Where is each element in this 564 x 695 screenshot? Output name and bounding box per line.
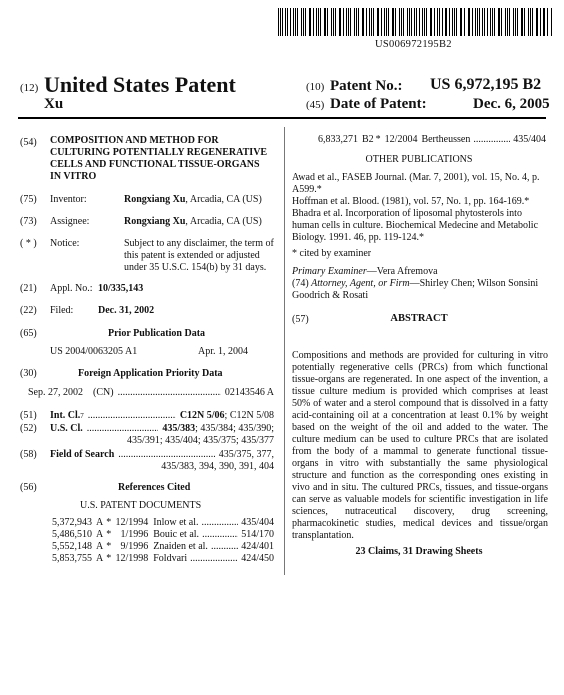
us-cl-rest: ; 435/384; 435/390; bbox=[195, 423, 274, 434]
ref-number: 5,486,510 bbox=[52, 529, 92, 540]
ref-class: 435/404 bbox=[241, 517, 274, 528]
attorney-label: Attorney, Agent, or Firm bbox=[311, 278, 410, 289]
leader-dots bbox=[88, 410, 176, 422]
code-56: (56) bbox=[20, 482, 37, 493]
ref-date: 12/1994 bbox=[115, 517, 149, 528]
int-cl-label: Int. Cl. bbox=[50, 410, 81, 421]
claims-and-sheets: 23 Claims, 31 Drawing Sheets bbox=[355, 546, 483, 557]
barcode-bar bbox=[343, 8, 344, 36]
code-75: (75) bbox=[20, 194, 37, 205]
barcode-bar bbox=[363, 8, 364, 36]
ref-star: * bbox=[375, 134, 381, 145]
references-list bbox=[38, 517, 274, 565]
reference-item bbox=[38, 517, 274, 529]
int-cl-edition: 7 bbox=[80, 412, 84, 420]
barcode-bar bbox=[439, 8, 440, 36]
ref-kind: A bbox=[96, 529, 104, 540]
ref-name: Bouic et al. bbox=[153, 529, 200, 540]
barcode-bar bbox=[530, 8, 531, 36]
us-cl-main: 435/383 bbox=[162, 423, 196, 434]
prior-publication-title: Prior Publication Data bbox=[108, 328, 206, 339]
ref-name: Bertheussen bbox=[421, 134, 471, 145]
ref-class: 435/404 bbox=[513, 134, 546, 145]
foreign-priority-title: Foreign Application Priority Data bbox=[78, 368, 223, 379]
barcode-bar bbox=[437, 8, 438, 36]
ref-number: 6,833,271 bbox=[318, 134, 358, 145]
ref-kind: B2 bbox=[362, 134, 374, 145]
barcode-bar bbox=[475, 8, 476, 36]
barcode bbox=[278, 8, 552, 36]
assignee-name: Rongxiang Xu bbox=[124, 216, 186, 227]
abstract-title: ABSTRACT bbox=[390, 313, 448, 324]
code-10: (10) bbox=[306, 81, 325, 93]
ref-number: 5,552,148 bbox=[52, 541, 92, 552]
ref-class: 424/401 bbox=[241, 541, 274, 552]
barcode-bar bbox=[327, 8, 328, 36]
ref-class: 514/170 bbox=[241, 529, 274, 540]
filed-date: Dec. 31, 2002 bbox=[98, 305, 155, 316]
ref-name: Inlow et al. bbox=[153, 517, 199, 528]
ref-class: 424/450 bbox=[241, 553, 274, 564]
barcode-bar bbox=[301, 8, 302, 36]
barcode-bar bbox=[484, 8, 485, 36]
barcode-bar bbox=[424, 8, 425, 36]
barcode-bar bbox=[454, 8, 455, 36]
barcode-bar bbox=[501, 8, 502, 36]
field-of-search-line1: 435/375, 377, bbox=[218, 449, 274, 460]
leader-dots bbox=[202, 529, 238, 541]
barcode-bar bbox=[515, 8, 516, 36]
barcode-bar bbox=[492, 8, 493, 36]
notice-text: Subject to any disclaimer, the term of this patent is extended or adjusted under 35 U.S.C. 154(b) by 31 days. bbox=[124, 238, 274, 273]
attorney-names: —Shirley Chen; Wilson Sonsini Goodrich & Rosati bbox=[292, 278, 539, 301]
leader-dots bbox=[87, 423, 159, 435]
barcode-bar bbox=[297, 8, 298, 36]
barcode-bar bbox=[395, 8, 396, 36]
reference-item bbox=[38, 529, 274, 541]
barcode-bar bbox=[356, 8, 357, 36]
foreign-priority-number: 02143546 A bbox=[224, 387, 274, 398]
inventor-name: Rongxiang Xu bbox=[124, 194, 186, 205]
ref-name: Znaiden et al. bbox=[153, 541, 208, 552]
reference-item bbox=[318, 134, 546, 146]
leader-dots bbox=[190, 553, 238, 565]
leader-dots bbox=[118, 449, 214, 461]
inventor-label: Inventor: bbox=[50, 194, 87, 205]
us-cl-line2: 435/391; 435/404; 435/375; 435/377 bbox=[127, 435, 274, 446]
invention-title: COMPOSITION AND METHOD FOR CULTURING POTENTIALLY REGENERATIVE CELLS AND FUNCTIONAL TISSUE-ORGANS IN VITRO bbox=[50, 135, 268, 182]
attorney-code: (74) bbox=[292, 278, 309, 289]
barcode-bar bbox=[416, 8, 417, 36]
ref-star: * bbox=[106, 541, 112, 552]
leader-dots bbox=[473, 134, 510, 146]
patent-number: US 6,972,195 B2 bbox=[430, 76, 542, 93]
code-21: (21) bbox=[20, 283, 37, 294]
references-title: References Cited bbox=[118, 482, 191, 493]
barcode-bar bbox=[331, 8, 332, 36]
code-58: (58) bbox=[20, 449, 37, 460]
barcode-bar bbox=[537, 8, 538, 36]
column-divider bbox=[284, 127, 285, 575]
ref-kind: A bbox=[96, 553, 104, 564]
notice-code: ( * ) bbox=[20, 238, 37, 249]
barcode-bar bbox=[431, 8, 432, 36]
foreign-priority-date: Sep. 27, 2002 bbox=[28, 387, 83, 398]
ref-number: 5,372,943 bbox=[52, 517, 92, 528]
barcode-bar bbox=[369, 8, 370, 36]
barcode-bar bbox=[513, 8, 514, 36]
us-cl-label: U.S. Cl. bbox=[50, 423, 83, 434]
code-12: (12) bbox=[20, 82, 39, 94]
barcode-bar bbox=[386, 8, 387, 36]
patent-no-label: Patent No.: bbox=[330, 78, 403, 94]
header-rule bbox=[18, 117, 546, 119]
ref-date: 12/2004 bbox=[384, 134, 418, 145]
prior-publication-date: Apr. 1, 2004 bbox=[198, 346, 248, 357]
barcode-bar bbox=[399, 8, 400, 36]
barcode-number: US006972195B2 bbox=[375, 39, 452, 50]
appl-no-label: Appl. No.: bbox=[50, 283, 93, 294]
other-publications-title: OTHER PUBLICATIONS bbox=[365, 154, 473, 165]
barcode-bar bbox=[414, 8, 415, 36]
barcode-bar bbox=[461, 8, 462, 36]
barcode-bar bbox=[407, 8, 408, 36]
filed-label: Filed: bbox=[50, 305, 74, 316]
inventor-surname: Xu bbox=[44, 96, 64, 112]
code-73: (73) bbox=[20, 216, 37, 227]
ref-date: 1/1996 bbox=[120, 529, 149, 540]
us-patent-documents-title: U.S. PATENT DOCUMENTS bbox=[80, 500, 202, 511]
publication-2: Hoffman et al. Blood. (1981), vol. 57, No. 1, pp. 164-169.* bbox=[292, 196, 530, 207]
barcode-bar bbox=[285, 8, 286, 36]
ref-kind: A bbox=[96, 541, 104, 552]
foreign-priority-country: (CN) bbox=[93, 387, 114, 398]
int-cl-rest: ; C12N 5/08 bbox=[224, 410, 274, 421]
reference-item bbox=[38, 553, 274, 565]
field-of-search-line2: 435/383, 394, 390, 391, 404 bbox=[161, 461, 274, 472]
barcode-bar bbox=[320, 8, 321, 36]
cited-by-examiner: * cited by examiner bbox=[292, 248, 372, 259]
inventor-location: , Arcadia, CA (US) bbox=[185, 194, 262, 205]
prior-publication-number: US 2004/0063205 A1 bbox=[50, 346, 138, 357]
code-30: (30) bbox=[20, 368, 37, 379]
code-45: (45) bbox=[306, 99, 325, 111]
ref-kind: A bbox=[96, 517, 104, 528]
barcode-bar bbox=[505, 8, 506, 36]
ref-star: * bbox=[106, 529, 112, 540]
ref-date: 9/1996 bbox=[120, 541, 149, 552]
code-22: (22) bbox=[20, 305, 37, 316]
ref-star: * bbox=[106, 517, 112, 528]
ref-date: 12/1998 bbox=[115, 553, 149, 564]
ref-star: * bbox=[106, 553, 112, 564]
code-65: (65) bbox=[20, 328, 37, 339]
leader-dots bbox=[211, 541, 238, 553]
code-51: (51) bbox=[20, 410, 37, 421]
barcode-bar bbox=[449, 8, 450, 36]
assignee-location: , Arcadia, CA (US) bbox=[185, 216, 262, 227]
barcode-bar bbox=[287, 8, 288, 36]
barcode-bar bbox=[468, 8, 469, 36]
barcode-bar bbox=[547, 8, 548, 36]
examiner-name: —Vera Afremova bbox=[366, 266, 438, 277]
examiner-label: Primary Examiner bbox=[292, 266, 367, 277]
publication-3: Bhadra et al. Incorporation of liposomal phytosterols into human cells in culture. Biochemical Medecine and Metabolic Biology. 1991. 46, pp. 119-124.* bbox=[292, 208, 539, 243]
barcode-bar bbox=[340, 8, 341, 36]
barcode-bar bbox=[544, 8, 545, 36]
leader-dots bbox=[118, 387, 221, 399]
assignee-label: Assignee: bbox=[50, 216, 90, 227]
notice-label: Notice: bbox=[50, 238, 80, 249]
date-of-patent: Dec. 6, 2005 bbox=[473, 96, 550, 112]
reference-item bbox=[38, 541, 274, 553]
code-52: (52) bbox=[20, 423, 37, 434]
abstract-text: Compositions and methods are provided for culturing in vitro potentially regenerative cells (PRCs) from which functional tissue-organs are regenerated. In one aspect of the invention, a tissue culture medium is provided which comprises at least 50% of water and a sterol compound that is dissolved in a fatty acid-containing oil at a concentration at least 0.1% by weight based on the weight of the oil and added to the water. The culture medium can be used to culture PRCs that are isolated from the body of a mammal to generate functional tissue-organs in vitro with substantially the same physiological structure and function as the corresponding ones existing in vivo and in situ. The cultured PRCs, tissues, and tissue-organs can serve as valuable models for scientific investigation in life sciences, nutraceutical discovery, drug screening, pharmacokinetic studies, medical devices and tissue/organ transplantation. bbox=[292, 350, 548, 541]
barcode-bar bbox=[384, 8, 385, 36]
barcode-bar bbox=[313, 8, 314, 36]
barcode-bar bbox=[350, 8, 351, 36]
publication-1: Awad et al., FASEB Journal. (Mar. 7, 2001), vol. 15, No. 4, p. A599.* bbox=[292, 172, 540, 195]
ref-number: 5,853,755 bbox=[52, 553, 92, 564]
code-54: (54) bbox=[20, 137, 37, 148]
barcode-bar bbox=[482, 8, 483, 36]
document-title: United States Patent bbox=[44, 72, 236, 97]
barcode-bar bbox=[377, 8, 378, 36]
code-57: (57) bbox=[292, 314, 309, 325]
appl-no: 10/335,143 bbox=[98, 283, 144, 294]
barcode-bar bbox=[278, 8, 279, 36]
ref-name: Foldvari bbox=[153, 553, 188, 564]
field-of-search-label: Field of Search bbox=[50, 449, 115, 460]
int-cl-main: C12N 5/06 bbox=[179, 410, 225, 421]
leader-dots bbox=[202, 517, 239, 529]
barcode-bar bbox=[524, 8, 525, 36]
date-of-patent-label: Date of Patent: bbox=[330, 96, 427, 112]
barcode-bar bbox=[305, 8, 306, 36]
